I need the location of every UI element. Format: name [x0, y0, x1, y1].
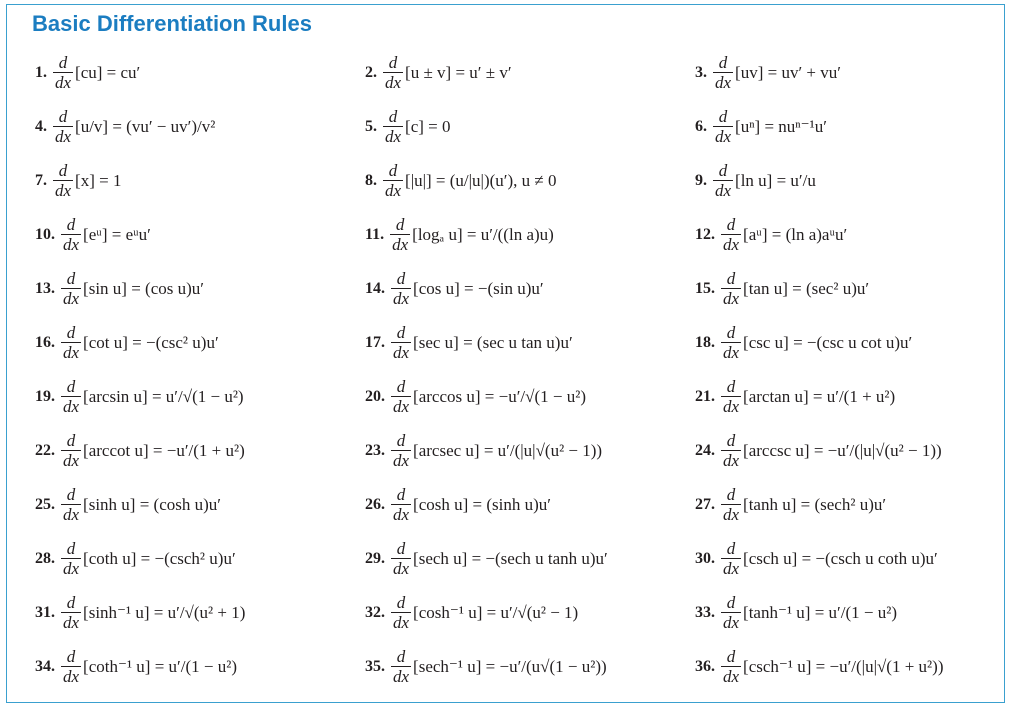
derivative-operator: $\frac{d}{dx}$: [723, 647, 740, 686]
derivative-operator: $\frac{d}{dx}$: [63, 593, 80, 632]
rule-number: 12.: [695, 226, 715, 243]
rule-17: [365, 323, 573, 363]
rule-number: 19.: [35, 388, 55, 405]
rule-5: [365, 107, 451, 147]
rule-15: [695, 269, 869, 309]
rule-34: [35, 647, 237, 687]
rule-expression: [uv] = uv′ + vu′: [735, 63, 841, 82]
rule-number: 5.: [365, 118, 377, 135]
rule-expression: [coth u] = −(csch² u)u′: [83, 549, 236, 568]
rule-12: [695, 215, 847, 255]
rule-number: 26.: [365, 496, 385, 513]
rule-35: [365, 647, 607, 687]
derivative-operator: $\frac{d}{dx}$: [723, 485, 740, 524]
rule-9: [695, 161, 816, 201]
derivative-operator: $\frac{d}{dx}$: [393, 323, 410, 362]
rule-expression: [tanh u] = (sech² u)u′: [743, 495, 887, 514]
rule-20: [365, 377, 586, 417]
derivative-operator: $\frac{d}{dx}$: [63, 215, 80, 254]
rule-number: 13.: [35, 280, 55, 297]
rules-panel: [6, 4, 1005, 703]
rule-19: [35, 377, 244, 417]
derivative-operator: $\frac{d}{dx}$: [393, 377, 410, 416]
derivative-operator: $\frac{d}{dx}$: [723, 377, 740, 416]
derivative-operator: $\frac{d}{dx}$: [393, 647, 410, 686]
rule-33: [695, 593, 897, 633]
rule-28: [35, 539, 236, 579]
rule-14: [365, 269, 544, 309]
rule-36: [695, 647, 943, 687]
rule-number: 28.: [35, 550, 55, 567]
rule-number: 9.: [695, 172, 707, 189]
rule-expression: [logₐ u] = u′/((ln a)u): [412, 225, 554, 244]
derivative-operator: $\frac{d}{dx}$: [723, 269, 740, 308]
rule-number: 14.: [365, 280, 385, 297]
rule-number: 25.: [35, 496, 55, 513]
rule-expression: [tanh⁻¹ u] = u′/(1 − u²): [743, 603, 897, 622]
rule-number: 2.: [365, 64, 377, 81]
derivative-operator: $\frac{d}{dx}$: [715, 107, 732, 146]
derivative-operator: $\frac{d}{dx}$: [385, 53, 402, 92]
rule-expression: [uⁿ] = nuⁿ⁻¹u′: [735, 117, 827, 136]
rule-number: 34.: [35, 658, 55, 675]
rule-13: [35, 269, 204, 309]
rule-21: [695, 377, 895, 417]
rule-number: 20.: [365, 388, 385, 405]
rule-24: [695, 431, 942, 471]
rule-31: [35, 593, 245, 633]
rule-16: [35, 323, 219, 363]
rule-expression: [coth⁻¹ u] = u′/(1 − u²): [83, 657, 237, 676]
rule-expression: [cu] = cu′: [75, 63, 141, 82]
rule-expression: [arcsec u] = u′/(|u|√(u² − 1)): [413, 441, 603, 460]
rule-7: [35, 161, 121, 201]
rule-number: 3.: [695, 64, 707, 81]
rule-3: [695, 53, 841, 93]
derivative-operator: $\frac{d}{dx}$: [55, 53, 72, 92]
rule-number: 23.: [365, 442, 385, 459]
rule-expression: [arccos u] = −u′/√(1 − u²): [413, 387, 586, 406]
rule-27: [695, 485, 886, 525]
rule-number: 27.: [695, 496, 715, 513]
rule-expression: [ln u] = u′/u: [735, 171, 816, 190]
rule-32: [365, 593, 578, 633]
rule-number: 36.: [695, 658, 715, 675]
rule-expression: [u/v] = (vu′ − uv′)/v²: [75, 117, 216, 136]
rule-number: 10.: [35, 226, 55, 243]
rule-expression: [arctan u] = u′/(1 + u²): [743, 387, 896, 406]
rule-number: 6.: [695, 118, 707, 135]
rule-number: 16.: [35, 334, 55, 351]
derivative-operator: $\frac{d}{dx}$: [715, 161, 732, 200]
rule-10: [35, 215, 151, 255]
rule-number: 7.: [35, 172, 47, 189]
rule-expression: [csc u] = −(csc u cot u)u′: [743, 333, 913, 352]
rule-number: 29.: [365, 550, 385, 567]
derivative-operator: $\frac{d}{dx}$: [55, 161, 72, 200]
rule-expression: [cosh u] = (sinh u)u′: [413, 495, 551, 514]
rule-29: [365, 539, 608, 579]
rule-number: 32.: [365, 604, 385, 621]
derivative-operator: $\frac{d}{dx}$: [723, 215, 740, 254]
derivative-operator: $\frac{d}{dx}$: [723, 593, 740, 632]
rule-expression: [|u|] = (u/|u|)(u′), u ≠ 0: [405, 171, 557, 190]
derivative-operator: $\frac{d}{dx}$: [393, 593, 410, 632]
rule-expression: [sinh u] = (cosh u)u′: [83, 495, 221, 514]
rule-expression: [arccot u] = −u′/(1 + u²): [83, 441, 245, 460]
rule-30: [695, 539, 938, 579]
rule-2: [365, 53, 512, 93]
derivative-operator: $\frac{d}{dx}$: [393, 485, 410, 524]
rule-expression: [eᵘ] = eᵘu′: [83, 225, 151, 244]
rule-number: 33.: [695, 604, 715, 621]
rule-expression: [arccsc u] = −u′/(|u|√(u² − 1)): [743, 441, 942, 460]
rule-expression: [cot u] = −(csc² u)u′: [83, 333, 219, 352]
derivative-operator: $\frac{d}{dx}$: [393, 269, 410, 308]
rule-expression: [csch u] = −(csch u coth u)u′: [743, 549, 938, 568]
derivative-operator: $\frac{d}{dx}$: [723, 431, 740, 470]
rule-22: [35, 431, 245, 471]
derivative-operator: $\frac{d}{dx}$: [723, 539, 740, 578]
derivative-operator: $\frac{d}{dx}$: [715, 53, 732, 92]
rule-number: 1.: [35, 64, 47, 81]
rule-expression: [c] = 0: [405, 117, 451, 136]
derivative-operator: $\frac{d}{dx}$: [393, 431, 410, 470]
rule-expression: [csch⁻¹ u] = −u′/(|u|√(1 + u²)): [743, 657, 944, 676]
rule-expression: [x] = 1: [75, 171, 122, 190]
rule-expression: [cosh⁻¹ u] = u′/√(u² − 1): [413, 603, 579, 622]
derivative-operator: $\frac{d}{dx}$: [392, 215, 409, 254]
rule-expression: [sec u] = (sec u tan u)u′: [413, 333, 573, 352]
derivative-operator: $\frac{d}{dx}$: [723, 323, 740, 362]
rule-18: [695, 323, 912, 363]
rule-expression: [cos u] = −(sin u)u′: [413, 279, 544, 298]
rule-number: 15.: [695, 280, 715, 297]
rule-number: 24.: [695, 442, 715, 459]
rule-26: [365, 485, 551, 525]
rule-number: 11.: [365, 226, 385, 243]
rule-number: 30.: [695, 550, 715, 567]
rule-11: [365, 215, 554, 255]
rule-4: [35, 107, 215, 147]
rule-number: 22.: [35, 442, 55, 459]
derivative-operator: $\frac{d}{dx}$: [63, 269, 80, 308]
derivative-operator: $\frac{d}{dx}$: [63, 647, 80, 686]
derivative-operator: $\frac{d}{dx}$: [393, 539, 410, 578]
rule-number: 18.: [695, 334, 715, 351]
derivative-operator: $\frac{d}{dx}$: [55, 107, 72, 146]
derivative-operator: $\frac{d}{dx}$: [63, 485, 80, 524]
rule-number: 17.: [365, 334, 385, 351]
rule-23: [365, 431, 602, 471]
rule-8: [365, 161, 557, 201]
derivative-operator: $\frac{d}{dx}$: [63, 377, 80, 416]
derivative-operator: $\frac{d}{dx}$: [63, 539, 80, 578]
rule-number: 8.: [365, 172, 377, 189]
rule-number: 4.: [35, 118, 47, 135]
derivative-operator: $\frac{d}{dx}$: [63, 323, 80, 362]
panel-title: Basic Differentiation Rules: [32, 11, 312, 36]
derivative-operator: $\frac{d}{dx}$: [63, 431, 80, 470]
rule-6: [695, 107, 827, 147]
rule-expression: [u ± v] = u′ ± v′: [405, 63, 512, 82]
rule-expression: [tan u] = (sec² u)u′: [743, 279, 870, 298]
derivative-operator: $\frac{d}{dx}$: [385, 161, 402, 200]
rule-number: 21.: [695, 388, 715, 405]
rule-1: [35, 53, 140, 93]
rule-expression: [arcsin u] = u′/√(1 − u²): [83, 387, 244, 406]
rule-number: 35.: [365, 658, 385, 675]
rule-expression: [sinh⁻¹ u] = u′/√(u² + 1): [83, 603, 246, 622]
rule-expression: [sech u] = −(sech u tanh u)u′: [413, 549, 608, 568]
rule-expression: [sin u] = (cos u)u′: [83, 279, 204, 298]
rule-25: [35, 485, 221, 525]
derivative-operator: $\frac{d}{dx}$: [385, 107, 402, 146]
rule-expression: [sech⁻¹ u] = −u′/(u√(1 − u²)): [413, 657, 607, 676]
rule-number: 31.: [35, 604, 55, 621]
rule-expression: [aᵘ] = (ln a)aᵘu′: [743, 225, 848, 244]
